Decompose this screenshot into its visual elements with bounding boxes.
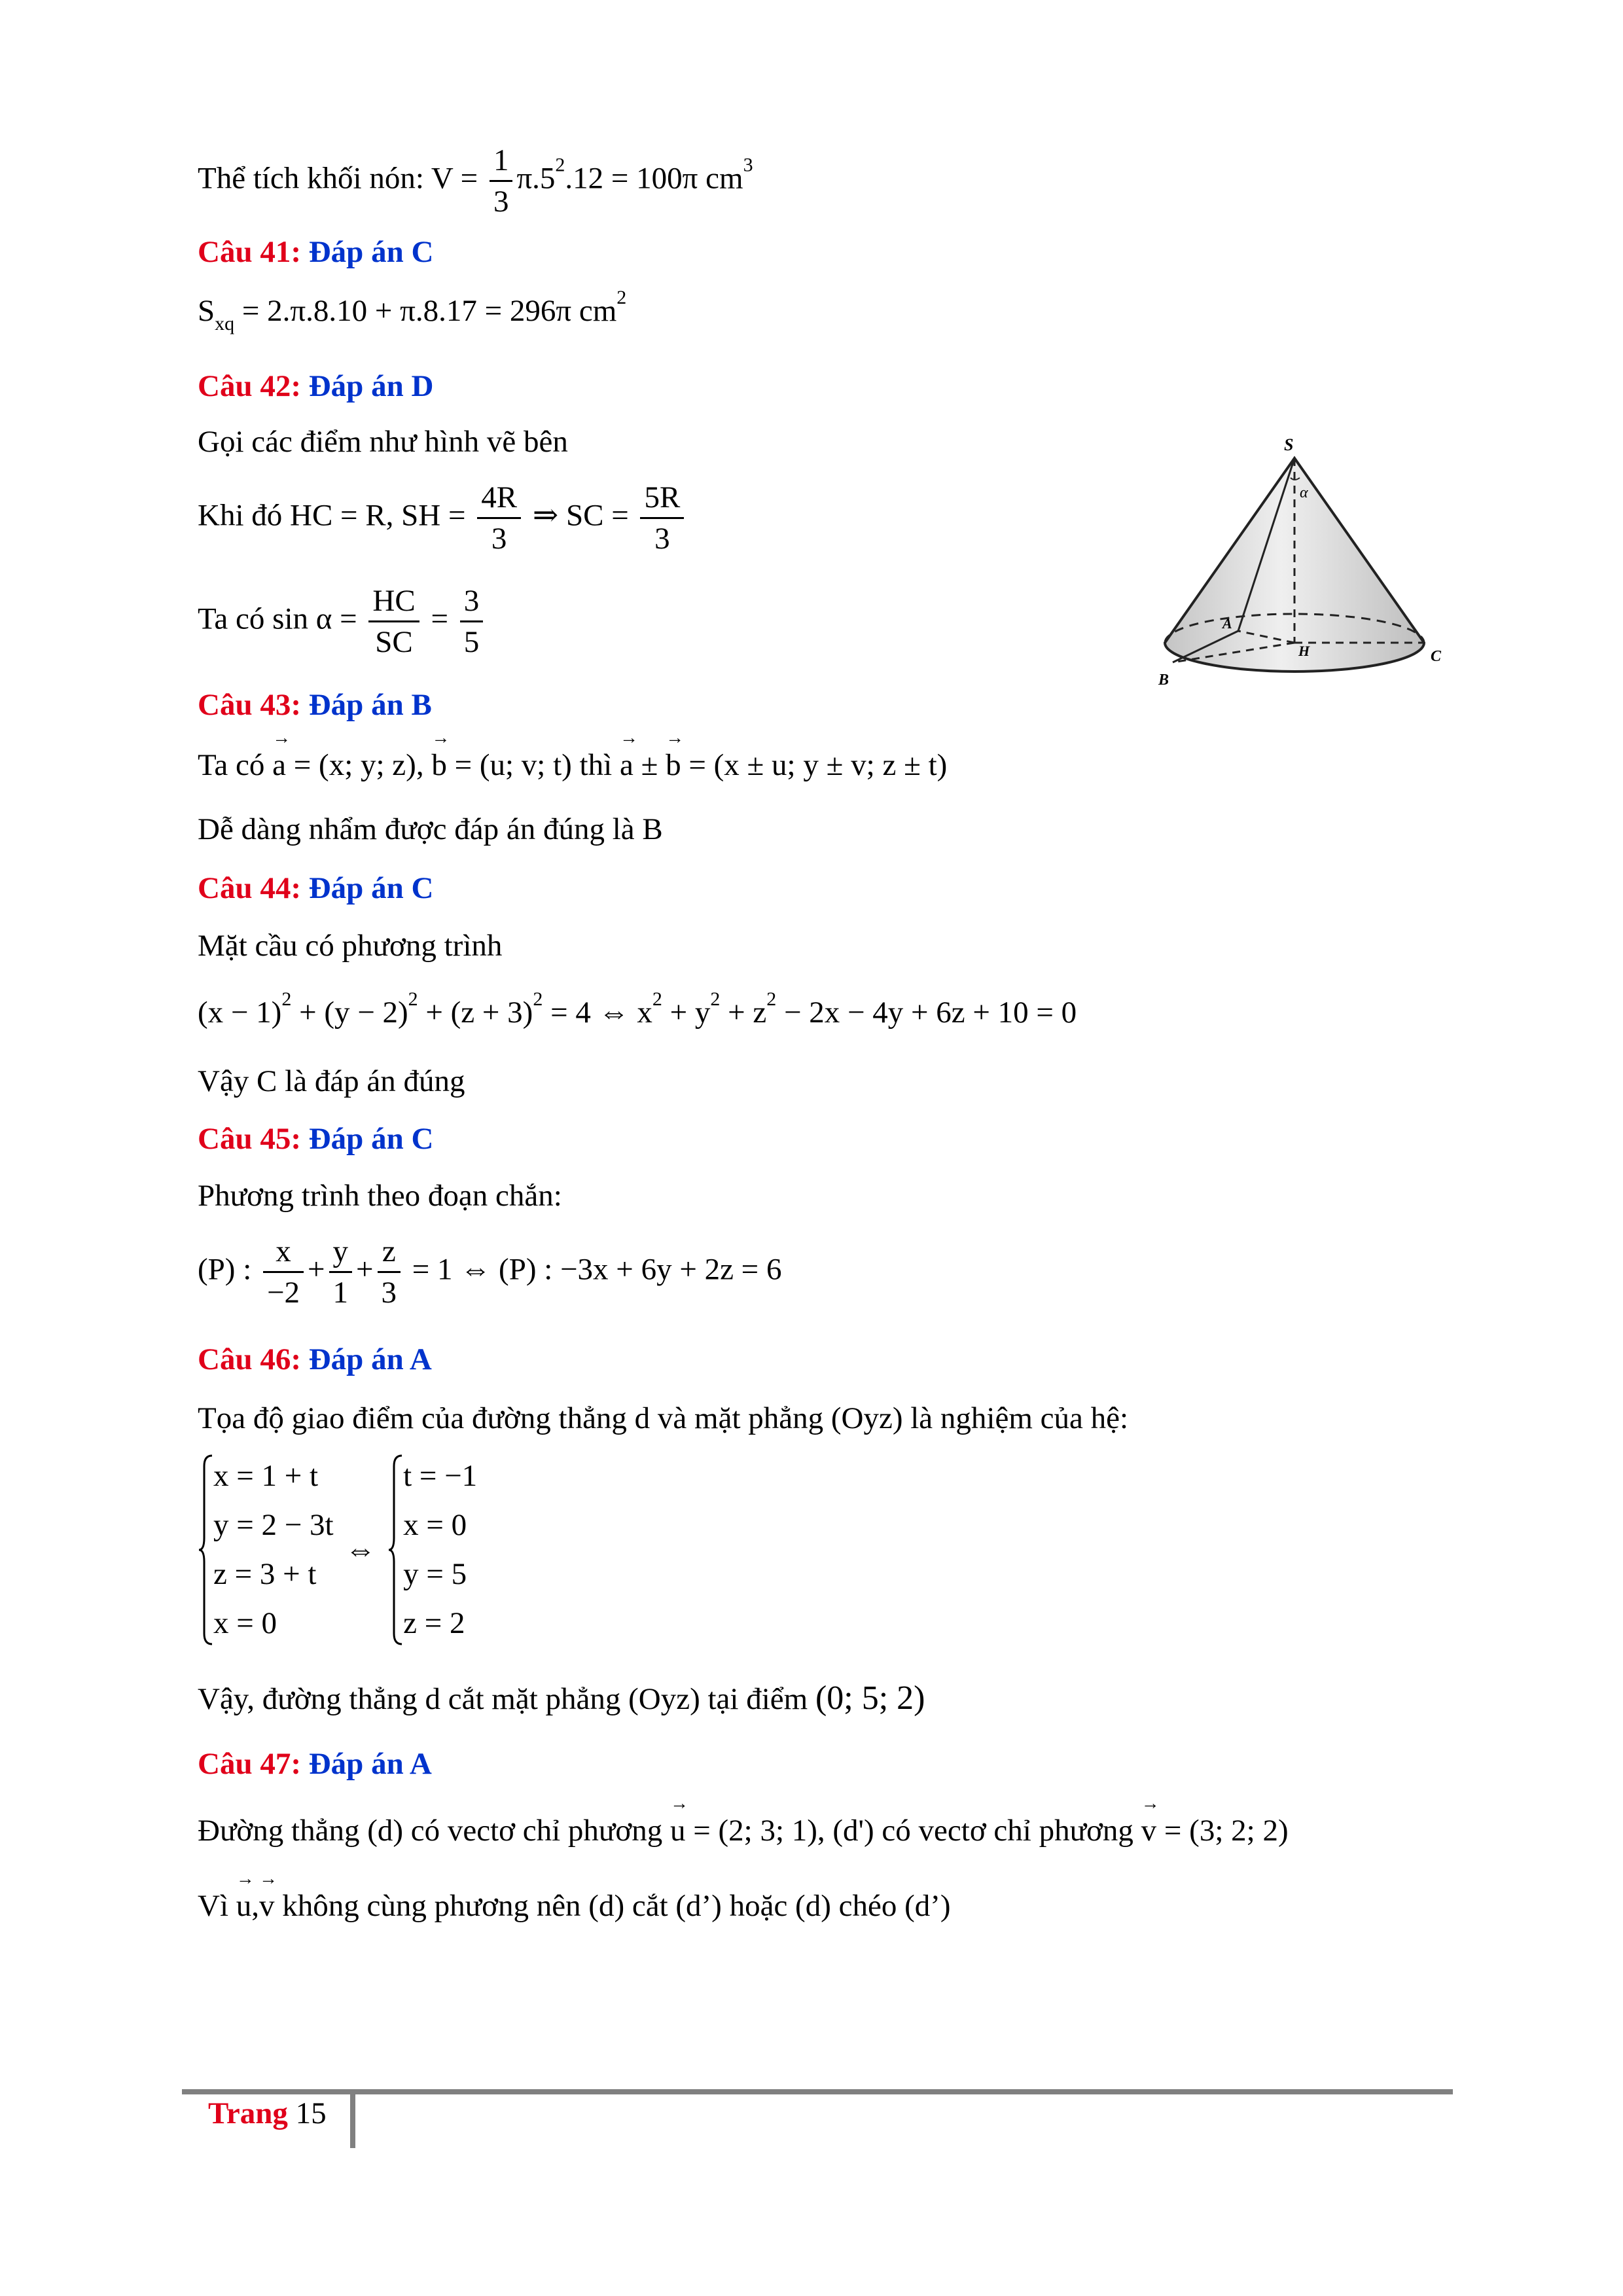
answer-label: Đáp án D [308,369,434,403]
question-41-heading [198,234,433,270]
question-47-line1: Đường thẳng (d) có vectơ chỉ phương → u = (2; 3; 1), (d') có vectơ chỉ phương → v = (3; 2; 2) [198,1813,1289,1848]
fraction-4r-3: $\frac{4R}{3}$ [477,478,521,558]
system-of-equations [198,1452,477,1648]
page-number [208,2096,327,2131]
question-47-heading [198,1746,432,1782]
fraction-one-third: $\frac{1}{3}$ [490,141,513,221]
question-44-equation: $(x - 1)^2 + (y - 2)^2 + (z + 3)^2 = 4$ ⇔ $x^2 + y^2 + z^2 - 2x - 4y + 6z + 10 = 0$ [198,988,1077,1030]
vector-b: → b [666,747,681,783]
subscript: xq [215,313,235,334]
question-41-formula [198,287,627,334]
question-44-line3: Vậy C là đáp án đúng [198,1064,465,1098]
s-symbol: S [198,294,215,328]
label-b: B [1158,672,1169,689]
vector-u: → u [670,1813,686,1848]
answer-label: Đáp án C [308,235,434,269]
fraction-x: $\frac{x}{-2}$ [263,1232,304,1312]
question-43-line2: Dễ dàng nhẩm được đáp án đúng là B [198,812,663,846]
answer-label: Đáp án B [308,688,432,722]
question-44-heading [198,870,433,906]
question-42-line1: Gọi các điểm như hình vẽ bên [198,425,568,459]
fraction-5r-3: $\frac{5R}{3}$ [640,478,684,558]
question-45-equation: (P) : $\frac{x}{-2}$ + $\frac{y}{1}$ + $\frac{z}{3}$ = 1 ⇔ (P) : −3x + 6y + 2z = 6 [198,1232,781,1312]
label-h: H [1298,643,1310,659]
question-number: Câu 42: [198,369,301,403]
question-46-heading [198,1342,432,1377]
question-46-conclusion: Vậy, đường thẳng d cắt mặt phẳng (Oyz) tại điểm (0; 5; 2) [198,1679,925,1717]
page-label: Trang [208,2096,288,2130]
label-c: C [1431,648,1442,665]
system-right: t = −1 x = 0 y = 5 z = 2 [387,1452,477,1648]
answer-label: Đáp án C [308,871,434,905]
exponent: 2 [616,287,627,308]
vector-v: → v [259,1888,275,1924]
answer-label: Đáp án A [308,1747,432,1781]
exponent: 3 [743,154,753,176]
question-45-line1: Phương trình theo đoạn chắn: [198,1179,562,1213]
page-value: 15 [295,2096,327,2130]
question-43-line1: Ta có → a = (x; y; z), → b = (u; v; t) thì → a ± → b = (x ± u; y ± v; z ± t) [198,747,947,783]
volume-lhs: V = [431,161,478,196]
label-alpha: α [1300,484,1308,501]
footer-divider [350,2089,355,2148]
question-42-line2: Khi đó HC = R, SH = $\frac{4R}{3}$ ⇒ SC = $\frac{5R}{3}$ [198,478,688,558]
vector-v: → v [1141,1813,1157,1848]
footer-rule [182,2089,1453,2094]
answer-label: Đáp án C [308,1122,434,1156]
answer-label: Đáp án A [308,1342,432,1376]
system-left: x = 1 + t y = 2 − 3t z = 3 + t x = 0 [198,1452,334,1648]
question-45-heading [198,1121,433,1157]
question-47-line2: Vì → u,→ v không cùng phương nên (d) cắt (d’) hoặc (d) chéo (d’) [198,1888,951,1924]
question-number: Câu 46: [198,1342,301,1376]
vector-u: → u [236,1888,252,1924]
cone-figure [1139,432,1459,694]
vector-a: → a [272,747,286,783]
volume-label: Thể tích khối nón: [198,161,424,196]
label-a: A [1222,615,1232,632]
question-number: Câu 44: [198,871,301,905]
question-number: Câu 41: [198,235,301,269]
vector-a: → a [620,747,633,783]
fraction-hc-sc: $\frac{HC}{SC}$ [368,581,419,662]
question-43-heading [198,687,432,723]
question-42-heading [198,368,433,404]
label-s: S [1284,435,1294,454]
fraction-z: $\frac{z}{3}$ [378,1232,401,1312]
equivalence-symbol: ⇔ [345,1533,376,1567]
fraction-y: $\frac{y}{1}$ [329,1232,353,1312]
volume-line [198,141,753,221]
fraction-3-5: $\frac{3}{5}$ [460,581,484,662]
volume-rhs-a: π.5 [516,161,556,196]
question-44-line1: Mặt cầu có phương trình [198,929,503,963]
exponent: 2 [555,154,565,176]
question-number: Câu 47: [198,1747,301,1781]
question-42-line3: Ta có sin α = $\frac{HC}{SC}$ = $\frac{3}{5}$ [198,581,487,662]
formula: = 2.π.8.10 + π.8.17 = 296π cm [234,294,617,328]
volume-rhs-b: .12 = 100π cm [565,161,743,196]
question-46-line1: Tọa độ giao điểm của đường thẳng d và mặt phẳng (Oyz) là nghiệm của hệ: [198,1401,1129,1435]
question-number: Câu 45: [198,1122,301,1156]
question-number: Câu 43: [198,688,301,722]
vector-b: → b [431,747,447,783]
